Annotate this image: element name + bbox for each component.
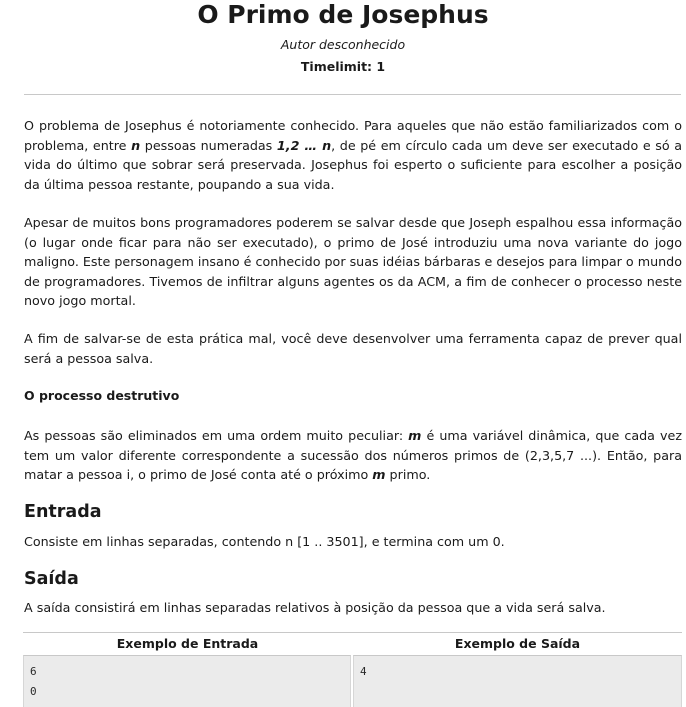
examples-table (23, 632, 682, 707)
text-span: O problema de Josephus é notoriamente conhecido. Para aqueles que não estão familiarizados com o problema, entre (24, 118, 682, 153)
example-input-cell[interactable] (23, 655, 351, 707)
subheading-process: O processo destrutivo (24, 388, 180, 403)
var-sequence: 1,2 … n (276, 137, 332, 153)
var-n: n (131, 137, 141, 153)
paragraph-input: Consiste em linhas separadas, contendo n [1 .. 3501], e termina com um 0. (24, 534, 505, 549)
text-span: , de pé em círculo cada um deve ser executado e só a vida do último que sobrar será preservada. Josephus foi esperto o suficiente para escolher a posição da última pessoa restante, poupando a sua vida. (24, 137, 683, 192)
text-span: é uma variável dinâmica, que cada vez tem um valor diferente correspondente a sucessão dos números primos de (2,3,5,7 ...). Então, para matar a pessoa i, o primo de José conta até o próximo (24, 428, 682, 482)
example-input-line: 6 (30, 665, 37, 678)
paragraph-output: A saída consistirá em linhas separadas relativos à posição da pessoa que a vida será salva. (24, 600, 606, 615)
example-output-line: 4 (360, 665, 367, 678)
heading-input: Entrada (24, 502, 102, 522)
header-divider (24, 94, 681, 95)
example-output-header: Exemplo de Saída (353, 633, 682, 655)
example-input-line: 0 (30, 685, 37, 698)
var-m: m (408, 428, 422, 443)
example-input-header: Exemplo de Entrada (23, 633, 352, 655)
text-span: pessoas numeradas (140, 137, 277, 153)
paragraph-goal: A fim de salvar-se de esta prática mal, você deve desenvolver uma ferramenta capaz de prever qual será a pessoa salva. (24, 331, 682, 366)
timelimit-line: Timelimit: 1 (300, 59, 386, 74)
page-title: O Primo de Josephus (197, 0, 489, 29)
text-span: As pessoas são eliminados em uma ordem muito peculiar: (24, 428, 409, 443)
var-m: m (372, 467, 386, 482)
heading-output: Saída (24, 569, 79, 589)
paragraph-variant: Apesar de muitos bons programadores poderem se salvar desde que Joseph espalhou essa informação (o lugar onde ficar para não ser executado), o primo de José introduziu uma nova variante do jogo maligno. Este personagem insano é conhecido por suas idéias bárbaras e desejos para limpar o mundo de programadores. Tivemos de infiltrar alguns agentes os da ACM, a fim de conhecer o processo neste novo jogo mortal. (24, 215, 682, 308)
example-output-cell[interactable] (353, 655, 682, 707)
paragraph-process (24, 426, 682, 485)
text-span: primo. (385, 467, 431, 482)
paragraph-intro (24, 116, 682, 194)
author-line: Autor desconhecido (280, 37, 406, 52)
